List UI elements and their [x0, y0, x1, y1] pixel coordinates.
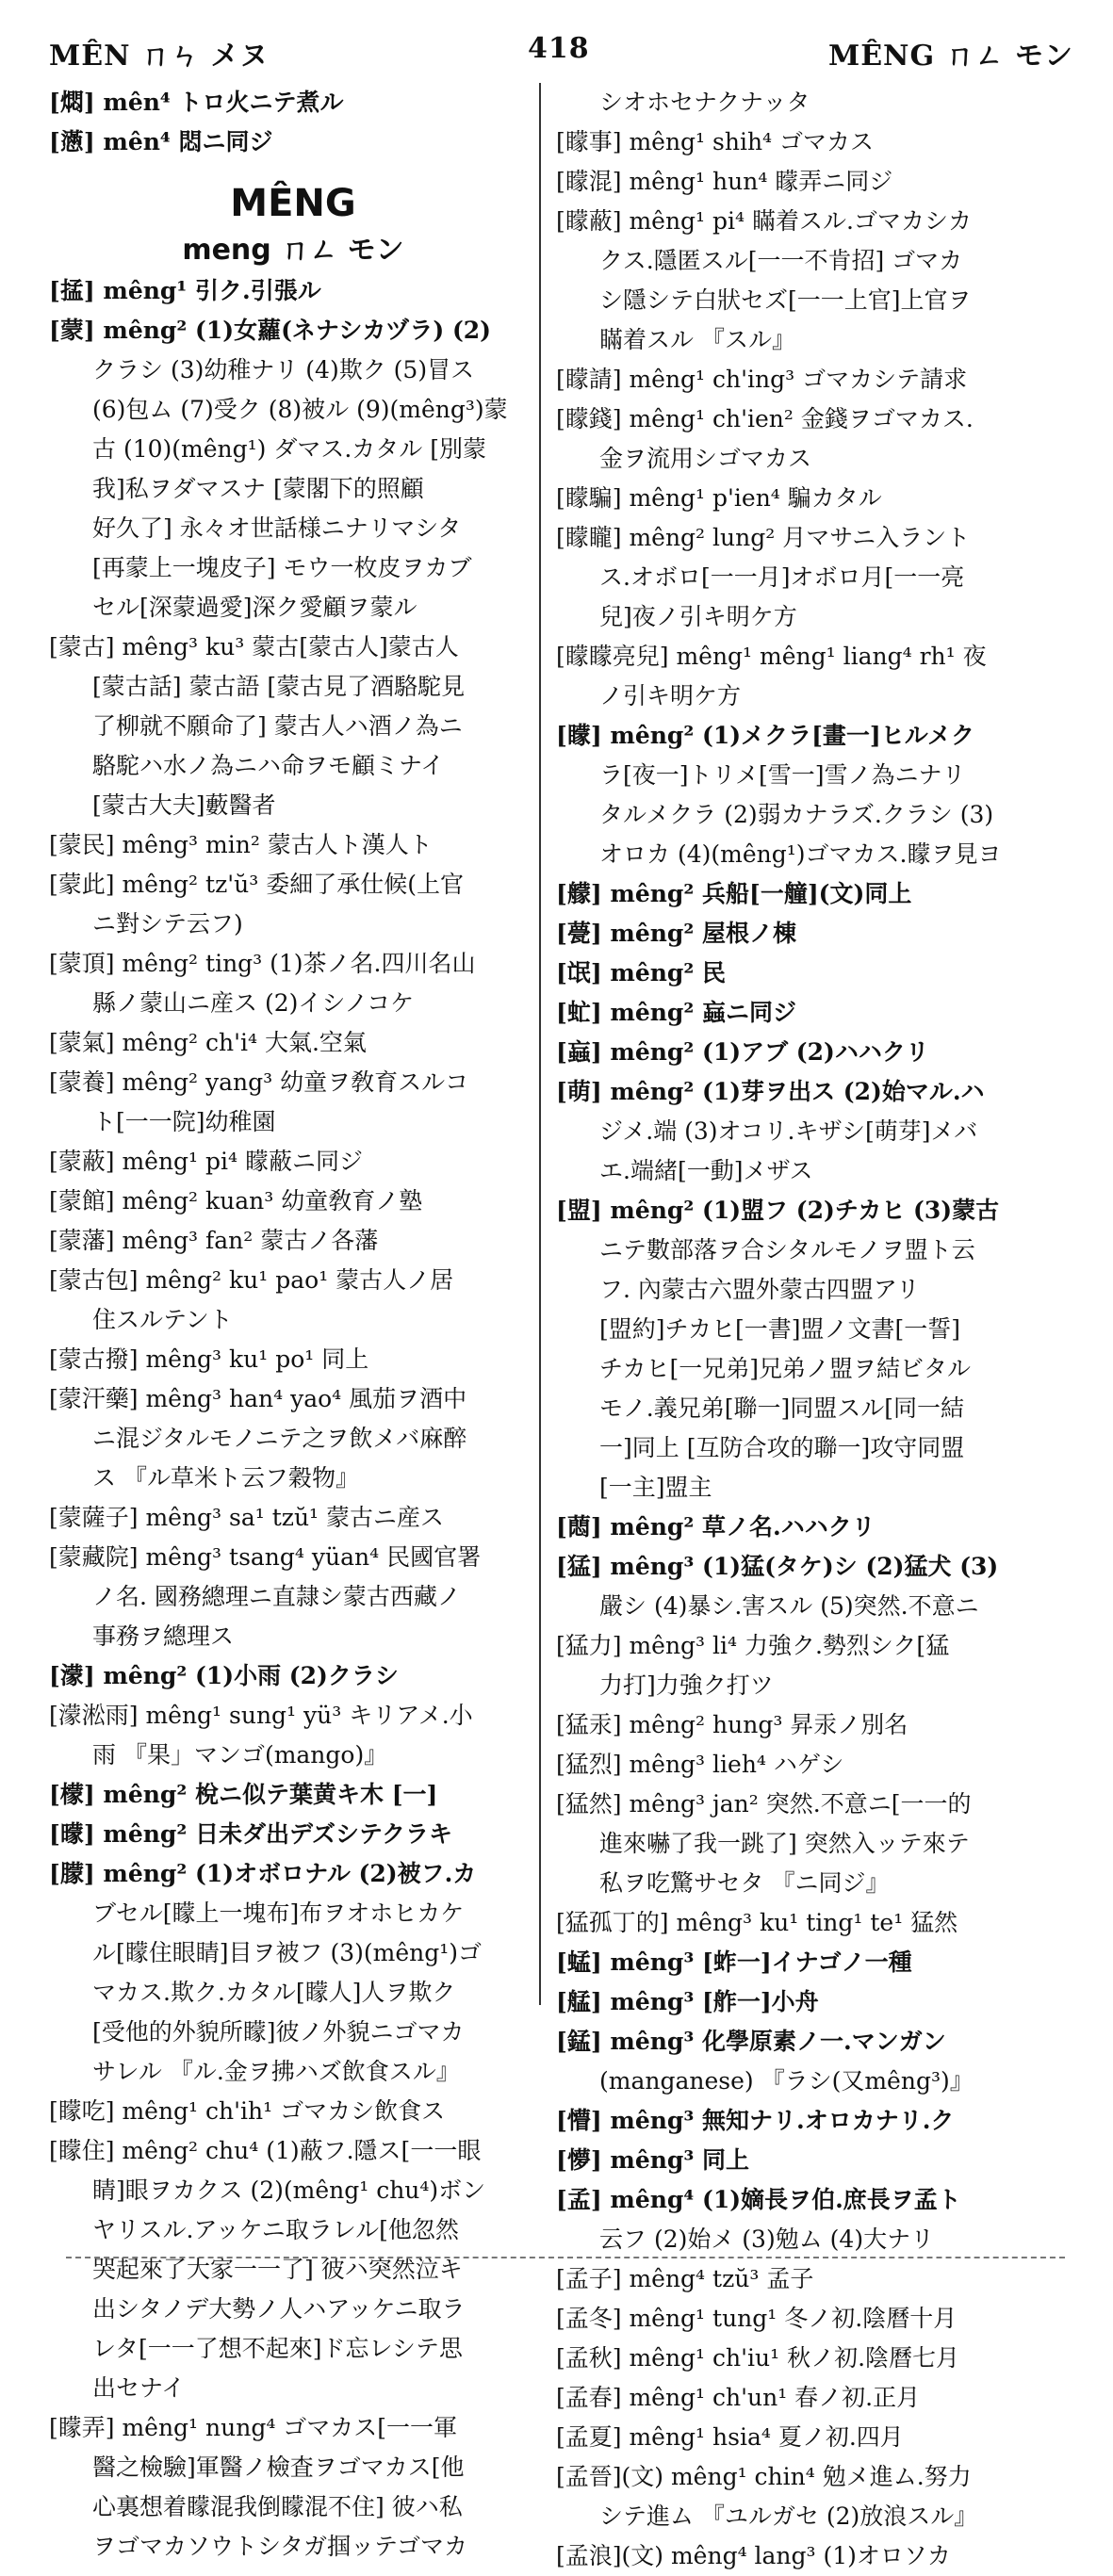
headword-entry: [曚] mêng² 日未ダ出デズシテクラキ [49, 1820, 453, 1848]
left-column [49, 83, 537, 2567]
entry-continuation: 縣ノ蒙山ニ産ス (2)イシノコケ [92, 989, 415, 1017]
headword-entry: [朦] mêng² (1)オボロナル (2)被フ.カ [49, 1860, 477, 1887]
headword-entry: [懣] mên⁴ 悶ニ同ジ [49, 128, 273, 155]
entry-continuation: (manganese) 『ラシ(又mêng³)』 [599, 2067, 974, 2095]
section-heading: meng ㄇㄥ モン [182, 234, 404, 267]
entry-continuation: モノ.義兄弟[聯一]同盟スル[同一結 [599, 1394, 964, 1422]
compound-entry: [猛烈] mêng³ lieh⁴ ハゲシ [556, 1751, 844, 1778]
entry-continuation: セル[深蒙過愛]深ク愛顧ヲ蒙ル [92, 594, 417, 621]
entry-continuation: ノ名. 國務總理ニ直隷シ蒙古西藏ノ [92, 1583, 461, 1610]
headword-entry: [虻] mêng² 蝱ニ同ジ [556, 999, 797, 1026]
compound-entry: [孟晉](文) mêng¹ chin⁴ 勉メ進ム.努力 [556, 2463, 972, 2490]
entry-continuation: ニ對シテ云フ) [92, 910, 243, 937]
compound-entry: [孟春] mêng¹ ch'un¹ 春ノ初.正月 [556, 2384, 921, 2411]
compound-entry: [猛汞] mêng² hung³ 昇汞ノ別名 [556, 1711, 908, 1738]
entry-continuation: ブセル[矇上一塊布]布ヲオホヒカケ [92, 1899, 465, 1927]
compound-entry: [孟冬] mêng¹ tung¹ 冬ノ初.陰曆十月 [556, 2305, 958, 2332]
entry-continuation: フ. 內蒙古六盟外蒙古四盟アリ [599, 1276, 920, 1303]
compound-entry: [蒙汗藥] mêng³ han⁴ yao⁴ 風茄ヲ酒中 [49, 1385, 467, 1412]
headword-entry: [萌] mêng² (1)芽ヲ出ス (2)始マル.ハ [556, 1078, 985, 1105]
entry-continuation: [一主]盟主 [599, 1474, 712, 1501]
entry-continuation: 瞞着スル 『スル』 [599, 326, 795, 353]
entry-continuation: 進來嚇了我一跳了] 突然入ッテ來テ [599, 1830, 970, 1857]
compound-entry: [蒙頂] mêng² ting³ (1)茶ノ名.四川名山 [49, 950, 476, 977]
headword-entry: [蕄] mêng² 草ノ名.ハハクリ [556, 1513, 876, 1541]
entry-continuation: 哭起來了大家一一了] 彼ハ突然泣キ [92, 2256, 463, 2283]
entry-continuation: 私ヲ吃驚サセタ 『ニ同ジ』 [599, 1869, 890, 1897]
entry-continuation: レタ[一一了想不起來]ド忘レシテ思 [92, 2335, 463, 2362]
compound-entry: [矇混] mêng¹ hun⁴ 矇弄ニ同ジ [556, 168, 893, 195]
column-divider [539, 83, 541, 2005]
entry-continuation: ノ引キ明ケ方 [599, 682, 742, 709]
running-header-right: MÊNG ㄇㄥ モン [827, 40, 1073, 73]
compound-entry: [孟秋] mêng¹ ch'iu¹ 秋ノ初.陰曆七月 [556, 2344, 960, 2372]
entry-continuation: ト[一一院]幼稚園 [92, 1108, 276, 1135]
headword-entry: [矇] mêng² (1)メクラ[畫一]ヒルメク [556, 722, 974, 749]
compound-entry: [蒙氣] mêng² ch'i⁴ 大氣.空氣 [49, 1029, 367, 1056]
entry-continuation: 事務ヲ總理ス [92, 1622, 235, 1650]
entry-continuation: 出セナイ [92, 2374, 186, 2402]
entry-continuation: ジメ.端 (3)オコリ.キザシ[萌芽]メバ [599, 1117, 978, 1145]
entry-continuation: ヲゴマカソウトシタガ掴ッテゴマカ [92, 2533, 468, 2560]
entry-continuation: ス 『ル草米ト云フ穀物』 [92, 1464, 359, 1492]
entry-continuation: 駱駝ハ水ノ為ニハ命ヲモ顧ミナイ [92, 752, 445, 779]
running-header-left: MÊN ㄇㄣ メヌ [49, 40, 270, 73]
compound-entry: [矇弄] mêng¹ nung⁴ ゴマカス[一一軍 [49, 2414, 458, 2441]
entry-continuation: [蒙古話] 蒙古語 [蒙古見了酒駱駝見 [92, 673, 466, 700]
compound-entry: [孟浪](文) mêng⁴ lang³ (1)オロソカ [556, 2542, 951, 2569]
headword-entry: [錳] mêng³ 化學原素ノ一.マンガン [556, 2028, 946, 2055]
entry-continuation: マカス.欺ク.カタル[矇人]人ヲ欺ク [92, 1979, 456, 2006]
headword-entry: [猛] mêng³ (1)猛(タケ)シ (2)猛犬 (3) [556, 1553, 999, 1580]
entry-continuation: シオホセナクナッタ [599, 89, 810, 116]
entry-continuation: [蒙古大夫]藪醫者 [92, 791, 276, 819]
compound-entry: [蒙薩子] mêng³ sa¹ tzŭ¹ 蒙古ニ産ス [49, 1504, 445, 1531]
entry-continuation: 嚴シ (4)暴シ.害スル (5)突然.不意ニ [599, 1592, 979, 1620]
entry-continuation: ラ[夜一]トリメ[雪一]雪ノ為ニナリ [599, 761, 966, 789]
compound-entry: [矇矓] mêng² lung² 月マサニ入ラント [556, 524, 971, 551]
headword-entry: [甍] mêng² 屋根ノ棟 [556, 920, 797, 947]
compound-entry: [猛力] mêng³ li⁴ 力強ク.勢烈シク[猛 [556, 1632, 950, 1659]
compound-entry: [蒙古撥] mêng³ ku¹ po¹ 同上 [49, 1345, 369, 1373]
headword-entry: [濛] mêng² (1)小雨 (2)クラシ [49, 1662, 399, 1689]
compound-entry: [蒙養] mêng² yang³ 幼童ヲ敎育スルコ [49, 1068, 469, 1096]
compound-entry: [矇錢] mêng¹ ch'ien² 金錢ヲゴマカス. [556, 405, 974, 432]
entry-continuation: 出シタノデ大勢ノ人ハアッケニ取ラ [92, 2295, 466, 2323]
compound-entry: [濛淞雨] mêng¹ sung¹ yü³ キリアメ.小 [49, 1702, 473, 1729]
entry-continuation: ル[矇住眼睛]目ヲ被フ (3)(mêng¹)ゴ [92, 1939, 483, 1966]
entry-continuation: 雨 『果」マンゴ(mango)』 [92, 1741, 388, 1769]
compound-entry: [孟子] mêng⁴ tzŭ³ 孟子 [556, 2265, 814, 2292]
entry-continuation: クラシ (3)幼稚ナリ (4)欺ク (5)冒ス [92, 356, 475, 383]
entry-continuation: 云フ (2)始メ (3)勉ム (4)大ナリ [599, 2225, 935, 2253]
entry-continuation: オロカ (4)(mêng¹)ゴマカス.矇ヲ見ヨ [599, 840, 1002, 868]
entry-continuation: 心裏想着矇混我倒矇混不住] 彼ハ私 [92, 2493, 463, 2520]
entry-continuation: ヤリスル.アッケニ取ラレル[他忽然 [92, 2216, 459, 2243]
compound-entry: [蒙此] mêng² tz'ŭ³ 委細了承仕候(上官 [49, 871, 464, 898]
compound-entry: [矇矇亮兒] mêng¹ mêng¹ liang⁴ rh¹ 夜 [556, 643, 987, 670]
entry-continuation: [受他的外貌所矇]彼ノ外貌ニゴマカ [92, 2018, 465, 2046]
headword-entry: [燜] mên⁴ トロ火ニテ煮ル [49, 89, 344, 116]
entry-continuation: 兒]夜ノ引キ明ケ方 [599, 603, 797, 630]
entry-continuation: クス.隱匿スル[一一不肯招] ゴマカ [599, 247, 963, 274]
entry-continuation: 我]私ヲダマスナ [蒙閣下的照顧 [92, 475, 424, 502]
entry-continuation: サレル 『ル.金ヲ拂ハズ飲食スル』 [92, 2058, 460, 2085]
compound-entry: [蒙館] mêng² kuan³ 幼童敎育ノ塾 [49, 1187, 423, 1215]
compound-entry: [矇蔽] mêng¹ pi⁴ 瞞着スル.ゴマカシカ [556, 207, 972, 235]
headword-entry: [孟] mêng⁴ (1)嫡長ヲ伯.庶長ヲ孟ト [556, 2186, 961, 2213]
entry-continuation: エ.端緒[一動]メザス [599, 1157, 813, 1184]
entry-continuation: ニ混ジタルモノニテ之ヲ飲メバ麻醉 [92, 1425, 467, 1452]
entry-continuation: シテ進ム 『ユルガセ (2)放浪スル』 [599, 2503, 978, 2530]
entry-continuation: 了柳就不願命了] 蒙古人ハ酒ノ為ニ [92, 712, 463, 740]
entry-continuation: ニテ數部落ヲ合シタルモノヲ盟ト云 [599, 1236, 975, 1264]
entry-continuation: 力打]力強ク打ツ [599, 1671, 774, 1699]
compound-entry: [蒙蔽] mêng¹ pi⁴ 矇蔽ニ同ジ [49, 1148, 363, 1175]
entry-continuation: (6)包ム (7)受ク (8)被ル (9)(mêng³)蒙 [92, 396, 508, 423]
headword-entry: [艨] mêng² 兵船[一艟](文)同上 [556, 880, 912, 907]
headword-entry: [蜢] mêng³ [蚱一]イナゴノ一種 [556, 1948, 912, 1976]
compound-entry: [孟夏] mêng¹ hsia⁴ 夏ノ初.四月 [556, 2423, 904, 2451]
entry-continuation: チカヒ[一兄弟]兄弟ノ盟ヲ結ビタル [599, 1355, 972, 1382]
headword-entry: [掹] mêng¹ 引ク.引張ル [49, 277, 321, 304]
entry-continuation: 醫之檢驗]軍醫ノ檢査ヲゴマカス[他 [92, 2454, 465, 2481]
headword-entry: [檬] mêng² 梲ニ似テ葉黄キ木 [一] [49, 1781, 438, 1808]
entry-continuation: [再蒙上一塊皮子] モウ一枚皮ヲカブ [92, 554, 472, 581]
right-column [556, 83, 1044, 2576]
entry-continuation: 好久了] 永々オ世話様ニナリマシタ [92, 514, 462, 542]
headword-entry: [氓] mêng² 民 [556, 959, 727, 986]
compound-entry: [蒙藩] mêng³ fan² 蒙古ノ各藩 [49, 1227, 379, 1254]
headword-entry: [蒙] mêng² (1)女蘿(ネナシカヅラ) (2) [49, 317, 491, 344]
compound-entry: [蒙古] mêng³ ku³ 蒙古[蒙古人]蒙古人 [49, 633, 459, 660]
entry-continuation: ス.オボロ[一一月]オボロ月[一一亮 [599, 563, 965, 591]
compound-entry: [猛然] mêng³ jan² 突然.不意ニ[一一的 [556, 1790, 972, 1818]
compound-entry: [矇事] mêng¹ shih⁴ ゴマカス [556, 128, 875, 155]
compound-entry: [矇住] mêng² chu⁴ (1)蔽フ.隱ス[一一眼 [49, 2137, 482, 2164]
entry-continuation: 金ヲ流用シゴマカス [599, 445, 812, 472]
compound-entry: [矇騙] mêng¹ p'ien⁴ 騙カタル [556, 484, 882, 512]
entry-continuation: 古 (10)(mêng¹) ダマス.カタル [別蒙 [92, 435, 486, 463]
compound-entry: [矇請] mêng¹ ch'ing³ ゴマカシテ請求 [556, 366, 968, 393]
section-heading: MÊNG [230, 182, 356, 225]
compound-entry: [蒙民] mêng³ min² 蒙古人ト漢人ト [49, 831, 433, 858]
entry-continuation: 住スルテント [92, 1306, 233, 1333]
headword-entry: [懵] mêng³ 無知ナリ.オロカナリ.ク [556, 2107, 955, 2134]
entry-continuation: タルメクラ (2)弱カナラズ.クラシ (3) [599, 801, 994, 828]
compound-entry: [矇吃] mêng¹ ch'ih¹ ゴマカシ飲食ス [49, 2097, 446, 2125]
entry-continuation: シ隱シテ白狀セズ[一一上官]上官ヲ [599, 286, 972, 314]
headword-entry: [蝱] mêng² (1)アブ (2)ハハクリ [556, 1038, 929, 1066]
bottom-dotted-rule [66, 2257, 1065, 2258]
entry-continuation: 一]同上 [互防合攻的聯一]攻守同盟 [599, 1434, 965, 1461]
entry-continuation: 睛]眼ヲカクス (2)(mêng¹ chu⁴)ボン [92, 2177, 486, 2204]
headword-entry: [盟] mêng² (1)盟フ (2)チカヒ (3)蒙古 [556, 1197, 1000, 1224]
compound-entry: [猛孤丁的] mêng³ ku¹ ting¹ te¹ 猛然 [556, 1909, 958, 1936]
headword-entry: [艋] mêng³ [舴一]小舟 [556, 1988, 819, 2015]
compound-entry: [蒙古包] mêng² ku¹ pao¹ 蒙古人ノ居 [49, 1266, 454, 1294]
entry-continuation: [盟約]チカヒ[一書]盟ノ文書[一誓] [599, 1315, 961, 1343]
compound-entry: [蒙藏院] mêng³ tsang⁴ yüan⁴ 民國官署 [49, 1543, 482, 1571]
headword-entry: [懜] mêng³ 同上 [556, 2146, 750, 2174]
page-number: 418 [528, 32, 590, 65]
